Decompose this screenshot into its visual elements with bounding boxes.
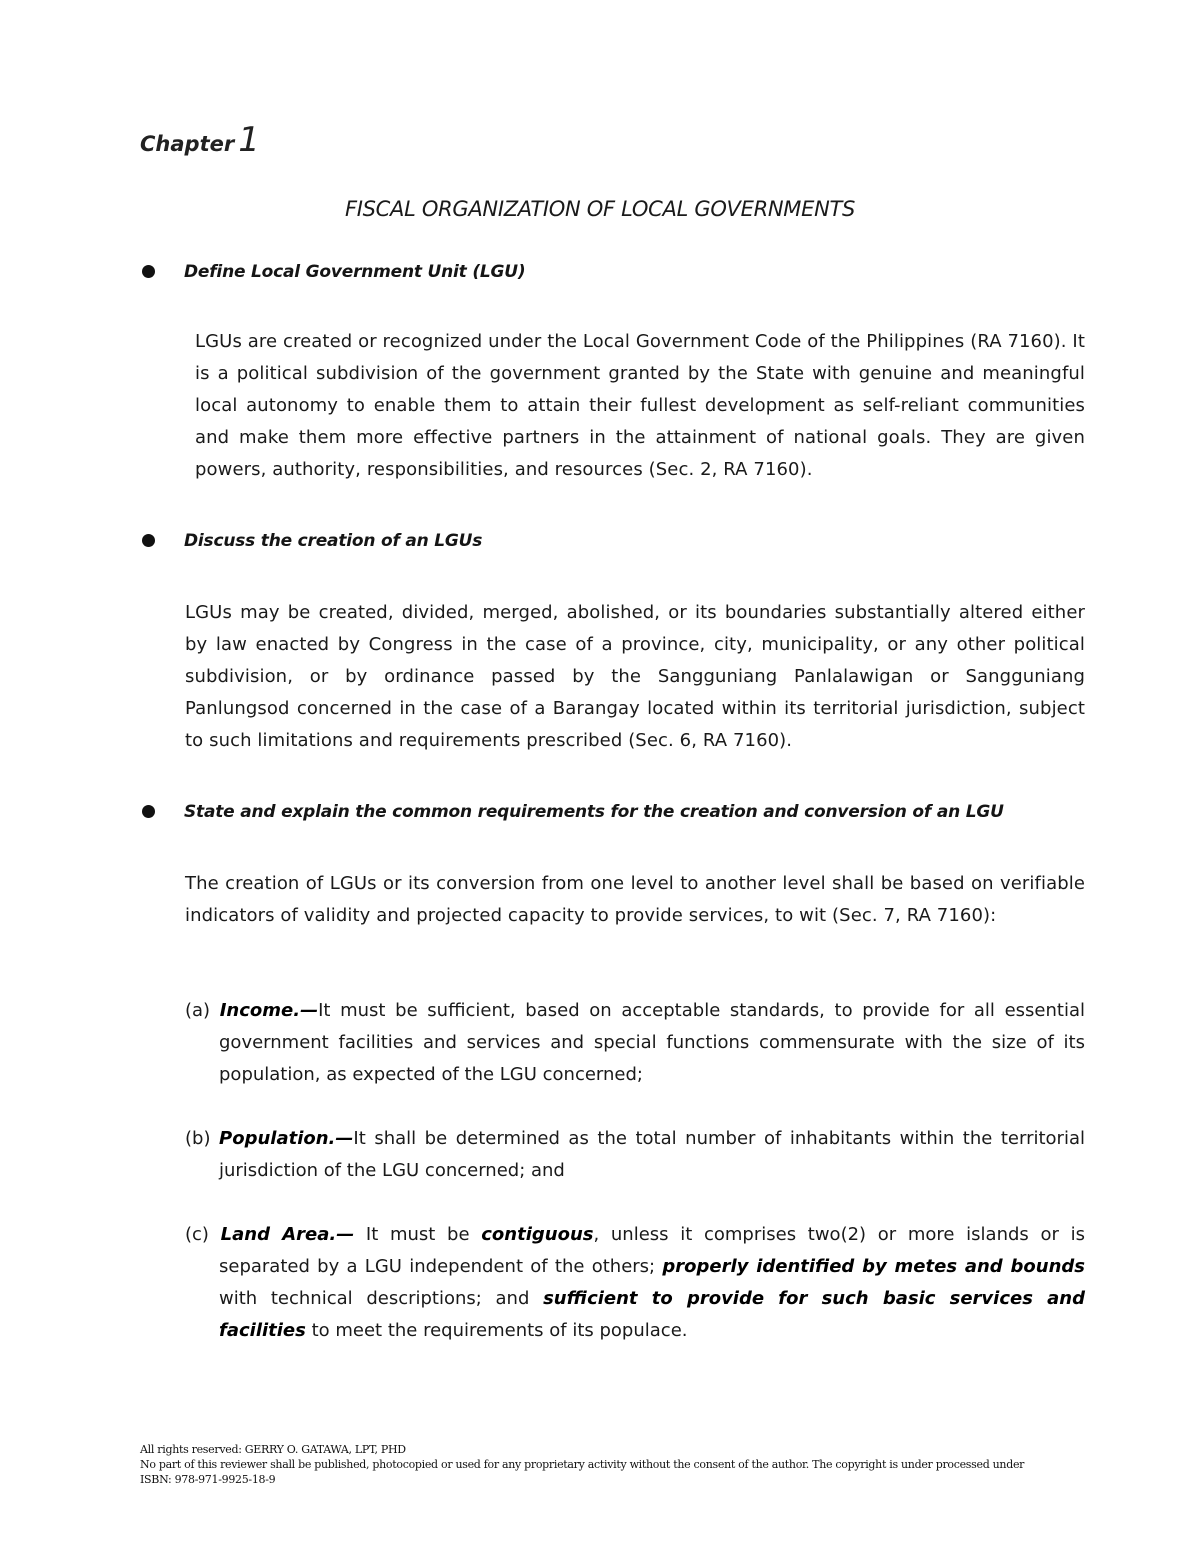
page-footer [140,1442,1024,1487]
item-emphasis: properly identified by metes and bounds [662,1256,1085,1277]
footer-isbn: ISBN: 978-971-9925-18-9 [140,1473,276,1486]
section-heading-text: Discuss the creation of an LGUs [184,531,483,551]
chapter-label: Chapter [140,132,235,156]
bullet-icon [142,534,155,547]
section-heading-text: State and explain the common requirements for the creation and conversion of an LGU [184,802,1004,822]
requirement-item-income [185,995,1085,1091]
item-text-part: It must be [365,1224,482,1245]
item-text-part: with technical descriptions; and [219,1288,544,1309]
item-term: Land Area.— [220,1224,355,1245]
section-heading-define-lgu [142,262,525,282]
footer-notice: No part of this reviewer shall be published, photocopied or used for any proprietary activity without the consent of the author. The copyright is under processed under [140,1458,1025,1471]
section-heading-text: Define Local Government Unit (LGU) [184,262,526,282]
section-body-define-lgu: LGUs are created or recognized under the Local Government Code of the Philippines (RA 7160). It is a political subdivision of the government granted by the State with genuine and meaningful local autonomy to enable them to attain their fullest development as self-reliant communities and make them more effective partners in the attainment of national goals. They are given powers, authority, responsibilities, and resources (Sec. 2, RA 7160). [195,331,1085,480]
item-text-part: to meet the requirements of its populace. [305,1320,688,1341]
item-emphasis: contiguous [481,1224,594,1245]
bullet-icon [142,265,155,278]
item-term: Population.— [219,1128,354,1149]
section-body-creation: LGUs may be created, divided, merged, abolished, or its boundaries substantially altered either by law enacted by Congress in the case of a province, city, municipality, or any other political subdivision, or by ordinance passed by the Sangguniang Panlalawigan or Sangguniang Panlungsod concerned in the case of a Barangay located within its territorial jurisdiction, subject to such limitations and requirements prescribed (Sec. 6, RA 7160). [185,602,1085,751]
section-heading-creation [142,531,482,551]
item-marker: (a) [185,1000,211,1021]
item-text: It must be sufficient, based on acceptable standards, to provide for all essential government facilities and services and special functions commensurate with the size of its population, as expected of the LGU concerned; [219,1000,1085,1085]
item-text-part: , unless it comprises two(2) or more islands or is separated by a LGU independent of the others; [219,1224,1085,1277]
item-term: Income.— [219,1000,319,1021]
bullet-icon [142,805,155,818]
chapter-heading [140,120,260,160]
chapter-number: 1 [238,120,260,160]
section-body-requirements: The creation of LGUs or its conversion from one level to another level shall be based on verifiable indicators of validity and projected capacity to provide services, to wit (Sec. 7, RA 7160): [185,873,1085,926]
item-emphasis: sufficient to provide for such basic services and facilities [219,1288,1085,1341]
footer-rights: All rights reserved: GERRY O. GATAWA, LPT, PHD [140,1443,406,1456]
item-marker: (b) [185,1128,211,1149]
requirement-item-land-area [185,1219,1085,1347]
page-title: FISCAL ORGANIZATION OF LOCAL GOVERNMENTS [344,197,856,221]
section-heading-requirements [142,802,1004,822]
requirement-item-population [185,1123,1085,1187]
item-marker: (c) [185,1224,209,1245]
item-text: It shall be determined as the total number of inhabitants within the territorial jurisdiction of the LGU concerned; and [219,1128,1085,1181]
